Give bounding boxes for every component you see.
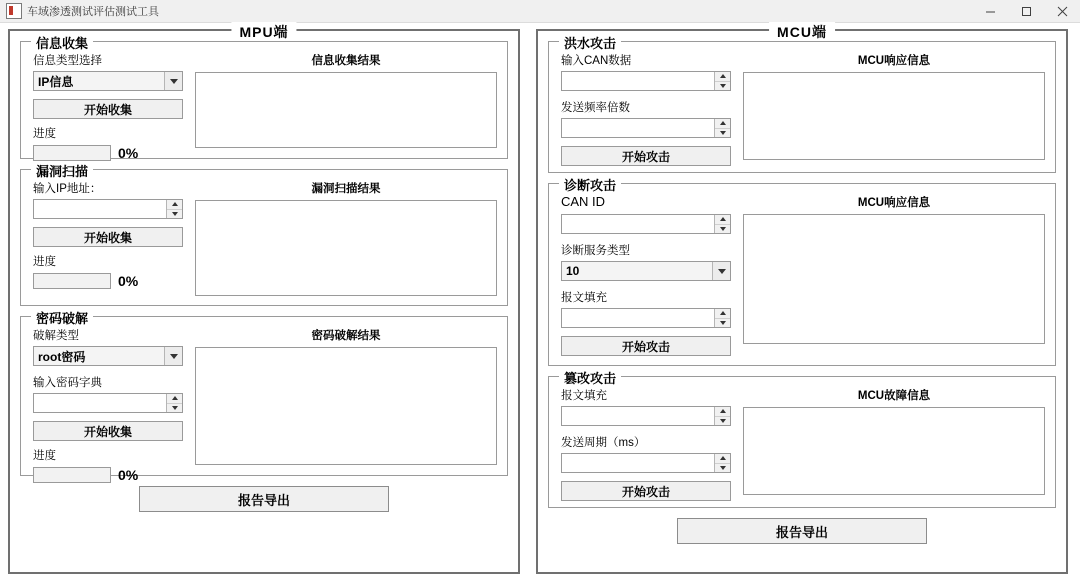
mcu-export-report-button[interactable]: 报告导出 [677, 518, 927, 544]
crack-progress-label: 进度 [33, 450, 56, 462]
group-flood-attack-title: 洪水攻击 [559, 33, 621, 52]
crack-type-label: 破解类型 [33, 330, 79, 342]
flood-can-data-input[interactable] [561, 71, 731, 91]
crack-dict-input[interactable] [33, 393, 183, 413]
tamper-period-label: 发送周期（ms） [561, 437, 646, 449]
crack-progress-value: 0% [118, 467, 139, 483]
maximize-icon[interactable] [1008, 0, 1044, 22]
crack-dict-stepper[interactable] [166, 394, 182, 412]
group-flood-attack [548, 36, 1056, 173]
flood-freq-label: 发送频率倍数 [561, 102, 630, 114]
group-tamper-attack-title: 篡改攻击 [559, 368, 621, 387]
start-diagnostic-attack-button[interactable]: 开始攻击 [561, 336, 731, 356]
minimize-icon[interactable] [972, 0, 1008, 22]
crack-result-label: 密码破解结果 [311, 330, 381, 342]
diag-payload-label: 报文填充 [561, 292, 607, 304]
start-tamper-attack-button[interactable]: 开始攻击 [561, 481, 731, 501]
flood-can-data-stepper[interactable] [714, 72, 730, 90]
flood-freq-input[interactable] [561, 118, 731, 138]
window-title: 车域渗透测试评估测试工具 [27, 6, 159, 18]
close-icon[interactable] [1044, 0, 1080, 22]
info-type-select-value: IP信息 [38, 74, 74, 89]
start-vuln-scan-button[interactable]: 开始收集 [33, 227, 183, 247]
diag-payload-stepper[interactable] [714, 309, 730, 327]
group-vuln-scan-title: 漏洞扫描 [31, 161, 93, 180]
diag-result-textarea[interactable] [743, 214, 1045, 344]
diag-service-type-select[interactable] [561, 261, 731, 281]
diag-service-type-label: 诊断服务类型 [561, 245, 630, 257]
start-password-crack-button[interactable]: 开始收集 [33, 421, 183, 441]
group-password-crack [20, 311, 508, 483]
vuln-ip-stepper[interactable] [166, 200, 182, 218]
diag-result-label: MCU响应信息 [857, 197, 931, 209]
info-progress-bar [33, 145, 111, 161]
group-info-collection-title: 信息收集 [31, 33, 93, 52]
flood-can-data-label: 输入CAN数据 [561, 55, 632, 67]
mcu-panel [536, 24, 1068, 574]
chevron-down-icon[interactable] [164, 347, 182, 365]
diag-can-id-input[interactable] [561, 214, 731, 234]
flood-freq-stepper[interactable] [714, 119, 730, 137]
vuln-progress-bar [33, 273, 111, 289]
group-password-crack-title: 密码破解 [31, 308, 93, 327]
workspace [0, 23, 1080, 582]
tamper-period-stepper[interactable] [714, 454, 730, 472]
group-info-collection [20, 36, 508, 161]
diag-payload-input[interactable] [561, 308, 731, 328]
vuln-ip-label: 输入IP地址： [33, 183, 102, 195]
diag-service-type-select-value: 10 [566, 264, 580, 278]
crack-dict-label: 输入密码字典 [33, 377, 102, 389]
window-title-bar [0, 0, 1080, 23]
mpu-export-report-button[interactable]: 报告导出 [139, 486, 389, 512]
crack-type-select-value: root密码 [38, 349, 86, 364]
tamper-period-input[interactable] [561, 453, 731, 473]
tamper-payload-input[interactable] [561, 406, 731, 426]
group-diagnostic-attack-title: 诊断攻击 [559, 175, 621, 194]
app-icon [6, 3, 22, 19]
vuln-progress-label: 进度 [33, 256, 56, 268]
start-info-collection-button[interactable]: 开始收集 [33, 99, 183, 119]
crack-progress-bar [33, 467, 111, 483]
info-progress-label: 进度 [33, 128, 56, 140]
crack-result-textarea[interactable] [195, 347, 497, 465]
flood-result-label: MCU响应信息 [857, 55, 931, 67]
info-type-label: 信息类型选择 [33, 55, 102, 67]
start-flood-attack-button[interactable]: 开始攻击 [561, 146, 731, 166]
tamper-payload-label: 报文填充 [561, 390, 607, 402]
vuln-progress-value: 0% [118, 273, 139, 289]
vuln-result-label: 漏洞扫描结果 [311, 183, 381, 195]
group-diagnostic-attack [548, 178, 1056, 366]
tamper-result-label: MCU故障信息 [857, 390, 931, 402]
group-tamper-attack [548, 371, 1056, 508]
window-controls [972, 0, 1080, 22]
crack-type-select[interactable] [33, 346, 183, 366]
tamper-payload-stepper[interactable] [714, 407, 730, 425]
tamper-result-textarea[interactable] [743, 407, 1045, 495]
mcu-panel-title: MCU端 [769, 22, 835, 42]
info-progress-value: 0% [118, 145, 139, 161]
vuln-result-textarea[interactable] [195, 200, 497, 296]
info-result-textarea[interactable] [195, 72, 497, 148]
mpu-panel [8, 24, 520, 574]
chevron-down-icon[interactable] [164, 72, 182, 90]
chevron-down-icon[interactable] [712, 262, 730, 280]
vuln-ip-input[interactable] [33, 199, 183, 219]
flood-result-textarea[interactable] [743, 72, 1045, 160]
diag-can-id-label: CAN ID [561, 194, 606, 209]
diag-can-id-stepper[interactable] [714, 215, 730, 233]
info-type-select[interactable] [33, 71, 183, 91]
info-result-label: 信息收集结果 [311, 55, 381, 67]
mpu-panel-title: MPU端 [231, 22, 296, 42]
group-vuln-scan [20, 164, 508, 306]
